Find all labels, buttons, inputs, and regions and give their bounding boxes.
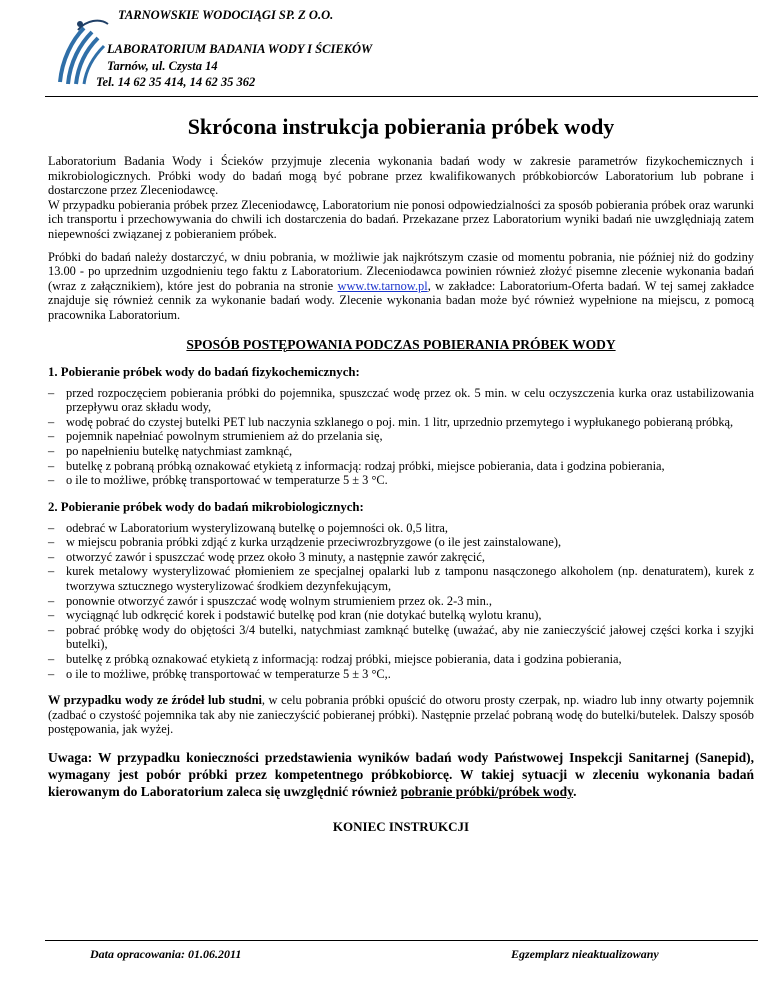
well-water-lead: W przypadku wody ze źródeł lub studni <box>48 693 262 708</box>
dash-bullet: – <box>48 652 55 667</box>
dash-bullet: – <box>48 385 55 400</box>
list-item-text: w miejscu pobrania próbki zdjąć z kurka urządzenie przeciwrozbryzgowe (o ile jest zainstalowane), <box>66 535 562 550</box>
list-item <box>48 652 754 667</box>
dash-bullet: – <box>48 608 55 623</box>
list-item-text: odebrać w Laboratorium wysterylizowaną butelkę o pojemności ok. 0,5 litra, <box>66 520 448 535</box>
website-link[interactable]: www.tw.tarnow.pl <box>337 278 428 293</box>
list-item-text: wyciągnąć lub odkręcić korek i podstawić butelkę pod kran (nie dotykać butelką wylotu kranu), <box>66 608 542 623</box>
dash-bullet: – <box>48 520 55 535</box>
list-item <box>48 444 754 459</box>
footer-date: Data opracowania: 01.06.2011 <box>90 947 242 961</box>
list-item-text: o ile to możliwe, próbkę transportować w temperaturze 5 ± 3 °C,. <box>66 666 391 681</box>
section-heading-microbiological: 2. Pobieranie próbek wody do badań mikrobiologicznych: <box>48 499 364 514</box>
list-item-text: kurek metalowy wysterylizować płomieniem ze specjalnej opalarki lub z tamponu nasączonego alkoholem (np. denaturatem), kurek z tworzywa sztucznego wysterylizować środkiem dezynfekującym, <box>66 564 754 594</box>
list-item <box>48 535 754 550</box>
list-item <box>48 550 754 565</box>
intro-paragraph-1: Laboratorium Badania Wody i Ścieków przyjmuje zlecenia wykonania badań wody w zakresie parametrów fizykochemicznych i mikrobiologicznych. Próbki wody do badań mogą być pobrane przez kwalifikowanych próbkobiorców Laboratorium lub pobrane i dostarczone przez Zleceniodawcę. <box>48 154 754 198</box>
lab-phone: Tel. 14 62 35 414, 14 62 35 362 <box>96 75 256 89</box>
dash-bullet: – <box>48 622 55 637</box>
list-item <box>48 415 754 430</box>
dash-bullet: – <box>48 458 55 473</box>
list-item-text: pobrać próbkę wody do objętości 3/4 butelki, natychmiast zamknąć butelkę (uważać, aby nie zanieczyścić jałowej części korka i szyjki butelki), <box>66 622 754 652</box>
lab-address: Tarnów, ul. Czysta 14 <box>107 59 218 73</box>
dash-bullet: – <box>48 443 55 458</box>
document-header <box>0 0 768 98</box>
dash-bullet: – <box>48 535 55 550</box>
warning-end: . <box>573 784 577 799</box>
well-water-text: , w celu pobrania próbki opuścić do otworu prosty czerpak, np. wiadro lub inny otwarty pojemnik (zadbać o czystość pojemnika tak aby nie zanieczyścić pobieranej próbki). Następnie przelać pobraną wodę do butelki/butelek. Dalszy sposób postępowania, jak wyżej. <box>48 693 754 737</box>
end-of-instruction: KONIEC INSTRUKCJI <box>332 819 470 834</box>
dash-bullet: – <box>48 429 55 444</box>
footer-copy-status: Egzemplarz nieaktualizowany <box>511 947 659 961</box>
dash-bullet: – <box>48 414 55 429</box>
procedure-heading: SPOSÓB POSTĘPOWANIA PODCZAS POBIERANIA PRÓBEK WODY <box>186 336 616 352</box>
dash-bullet: – <box>48 549 55 564</box>
microbiological-steps-list <box>48 521 754 682</box>
document-body <box>48 110 754 835</box>
list-item <box>48 459 754 474</box>
warning-underlined: pobranie próbki/próbek wody <box>400 784 574 799</box>
list-item-text: butelkę z próbką oznakować etykietą z informacją: rodzaj próbki, miejsce pobierania, data i godzina pobierania, <box>66 652 622 667</box>
list-item <box>48 608 754 623</box>
page-title: Skrócona instrukcja pobierania próbek wody <box>187 114 615 139</box>
list-item-text: po napełnieniu butelkę natychmiast zamknąć, <box>66 443 293 458</box>
warning-paragraph <box>48 749 754 800</box>
intro-text-before-link: Próbki do badań należy dostarczyć, w dniu pobrania, w możliwie jak najkrótszym czasie od momentu pobrania, nie później niż do godziny 13.00 - po uprzednim uzgodnieniu tego faktu z Laboratorium. Zleceniodawca powinien również złożyć pisemne zlecenie wykonania badań (wraz z załącznikiem), które jest do pobrania na stronie <box>48 249 754 293</box>
list-item <box>48 594 754 609</box>
list-item <box>48 667 754 682</box>
footer-divider <box>45 940 758 941</box>
list-item-text: otworzyć zawór i spuszczać wodę przez około 3 minuty, a następnie zawór zakręcić, <box>66 549 485 564</box>
list-item <box>48 386 754 415</box>
lab-name: LABORATORIUM BADANIA WODY I ŚCIEKÓW <box>107 42 373 56</box>
warning-text: Uwaga: W przypadku konieczności przedstawienia wyników badań wody Państwowej Inspekcji Sanitarnej (Sanepid), wymagany jest pobór próbki przez kompetentnego próbkobiorcę. W takiej sytuacji w zleceniu wykonania badań kierowanym do Laboratorium zaleca się uwzględnić również <box>48 750 754 799</box>
list-item-text: pojemnik napełniać powolnym strumieniem aż do przelania się, <box>66 429 383 444</box>
dash-bullet: – <box>48 564 55 579</box>
dash-bullet: – <box>48 593 55 608</box>
company-name: TARNOWSKIE WODOCIĄGI SP. Z O.O. <box>118 8 334 22</box>
list-item-text: ponownie otworzyć zawór i spuszczać wodę wolnym strumieniem przez ok. 2-3 min., <box>66 593 492 608</box>
intro-paragraph-2: W przypadku pobierania próbek przez Zleceniodawcę, Laboratorium nie ponosi odpowiedzialności za sposób pobierania próbek oraz warunki ich transportu i przechowywania do chwili ich dostarczenia do badań. Przekazane przez Laboratorium wyniki badań nie uwzględniają zatem niepewności związanej z pobieraniem próbek. <box>48 197 754 241</box>
list-item <box>48 429 754 444</box>
list-item <box>48 623 754 652</box>
list-item-text: butelkę z pobraną próbką oznakować etykietą z informacją: rodzaj próbki, miejsce pobierania, data i godzina pobierania, <box>66 458 665 473</box>
list-item <box>48 564 754 593</box>
list-item-text: o ile to możliwe, próbkę transportować w temperaturze 5 ± 3 °C. <box>66 473 388 488</box>
physicochemical-steps-list <box>48 386 754 488</box>
list-item-text: przed rozpoczęciem pobierania próbki do pojemnika, spuszczać wodę przez ok. 5 min. w celu oczyszczenia kurka oraz ustabilizowania przepływu oraz składu wody, <box>66 385 754 415</box>
list-item <box>48 473 754 488</box>
intro-text-after-link: , w zakładce: Laboratorium-Oferta badań. W tej samej zakładce znajduje się również cennik za wykonanie badań wody. Zlecenie wykonania badan może być również wypełnione na miejscu, z pomocą pracownika Laboratorium. <box>48 278 754 322</box>
list-item <box>48 521 754 536</box>
section-heading-physicochemical: 1. Pobieranie próbek wody do badań fizykochemicznych: <box>48 364 360 379</box>
dash-bullet: – <box>48 666 55 681</box>
header-divider <box>45 96 758 97</box>
list-item-text: wodę pobrać do czystej butelki PET lub naczynia szklanego o poj. min. 1 litr, uprzednio przemytego i wypłukanego pobieraną próbką, <box>66 414 734 429</box>
intro-paragraph-3 <box>48 250 754 323</box>
well-water-paragraph <box>48 693 754 737</box>
dash-bullet: – <box>48 473 55 488</box>
